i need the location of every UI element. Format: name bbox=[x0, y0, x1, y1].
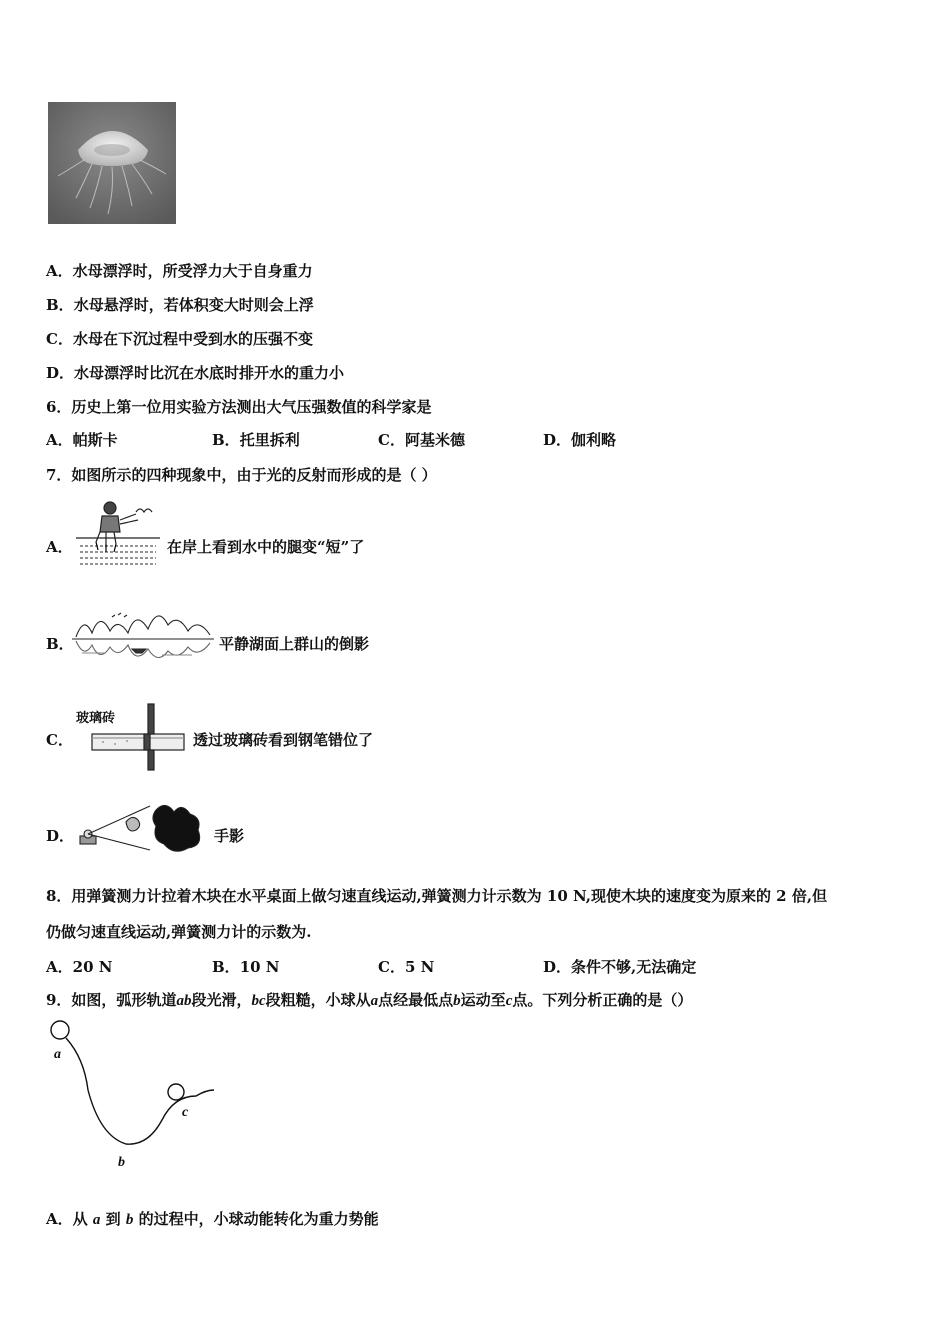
q7-option-d-letter[interactable]: D． bbox=[46, 827, 75, 845]
q7-option-c-text: 透过玻璃砖看到钢笔错位了 bbox=[193, 731, 374, 749]
option-letter: A． bbox=[46, 1210, 73, 1228]
option-text: 从 bbox=[72, 1210, 88, 1228]
option-text: 条件不够,无法确定 bbox=[571, 958, 697, 976]
stem-text: 段粗糙，小球从 bbox=[265, 991, 371, 1009]
option-letter: A． bbox=[46, 262, 73, 280]
option-text: 水母悬浮时，若体积变大时则会上浮 bbox=[73, 296, 314, 314]
q6-option-c[interactable] bbox=[378, 430, 465, 450]
q5-option-a[interactable] bbox=[46, 261, 313, 281]
q5-option-b[interactable] bbox=[46, 295, 314, 315]
option-text: 伽利略 bbox=[571, 431, 617, 449]
q9-stem bbox=[46, 990, 692, 1011]
arc-track-figure bbox=[44, 1018, 220, 1174]
q7-option-b-text: 平静湖面上群山的倒影 bbox=[219, 635, 370, 653]
q8-option-b[interactable] bbox=[212, 957, 280, 977]
variable: ab bbox=[176, 993, 192, 1009]
option-letter: A． bbox=[46, 958, 73, 976]
q6-option-b[interactable] bbox=[212, 430, 300, 450]
glass-brick-label: 玻璃砖 bbox=[76, 711, 116, 726]
option-text: 水母漂浮时比沉在水底时排开水的重力小 bbox=[74, 364, 345, 382]
stem-text: 运动至 bbox=[460, 991, 506, 1009]
q7-option-b-letter[interactable]: B． bbox=[46, 635, 74, 653]
stem-text: 段光滑， bbox=[191, 991, 252, 1009]
q8-option-a[interactable] bbox=[46, 957, 112, 977]
option-letter: C． bbox=[378, 958, 405, 976]
option-letter: C． bbox=[378, 431, 405, 449]
hand-shadow-figure bbox=[70, 800, 210, 856]
option-text: 到 bbox=[105, 1210, 121, 1228]
q7-option-c-letter[interactable]: C． bbox=[46, 731, 73, 749]
q8-stem-line1: 8．用弹簧测力计拉着木块在水平桌面上做匀速直线运动,弹簧测力计示数为 10 N,现使木块的速度变为原来的 2 倍,但 bbox=[46, 887, 828, 905]
jellyfish-photo bbox=[48, 102, 176, 224]
option-text: 帕斯卡 bbox=[72, 431, 118, 449]
option-text: 10 N bbox=[239, 958, 280, 976]
variable: b bbox=[453, 993, 461, 1009]
variable: c bbox=[505, 993, 513, 1009]
q6-option-a[interactable] bbox=[46, 430, 118, 450]
point-b-label: b bbox=[118, 1155, 125, 1170]
q5-option-c[interactable] bbox=[46, 329, 313, 349]
option-text: 水母漂浮时，所受浮力大于自身重力 bbox=[72, 262, 313, 280]
option-text: 5 N bbox=[404, 958, 435, 976]
q5-option-d[interactable] bbox=[46, 363, 344, 383]
variable: b bbox=[125, 1212, 134, 1228]
q8-stem-line2: 仍做匀速直线运动,弹簧测力计的示数为. bbox=[46, 923, 312, 941]
option-letter: B． bbox=[212, 431, 240, 449]
option-letter: B． bbox=[212, 958, 240, 976]
option-letter: D． bbox=[543, 958, 572, 976]
stem-text: 9．如图，弧形轨道 bbox=[46, 991, 177, 1009]
option-text: 托里拆利 bbox=[239, 431, 300, 449]
option-text: 阿基米德 bbox=[404, 431, 465, 449]
stem-text: 点经最低点 bbox=[378, 991, 454, 1009]
variable: a bbox=[370, 993, 379, 1009]
q6-option-d[interactable] bbox=[543, 430, 616, 450]
option-letter: C． bbox=[46, 330, 73, 348]
option-letter: D． bbox=[543, 431, 572, 449]
q9-option-a[interactable] bbox=[46, 1209, 379, 1230]
stem-text: 点。下列分析正确的是（） bbox=[512, 991, 693, 1009]
q8-option-c[interactable] bbox=[378, 957, 434, 977]
option-text: 20 N bbox=[72, 958, 113, 976]
option-letter: D． bbox=[46, 364, 75, 382]
variable: a bbox=[92, 1212, 101, 1228]
mountain-reflection-figure bbox=[72, 603, 214, 667]
option-letter: A． bbox=[46, 431, 73, 449]
q7-option-a-letter[interactable]: A． bbox=[46, 538, 73, 556]
point-c-label: c bbox=[182, 1105, 189, 1120]
option-letter: B． bbox=[46, 296, 74, 314]
q7-option-a-text: 在岸上看到水中的腿变“短”了 bbox=[167, 538, 365, 556]
q7-stem: 7．如图所示的四种现象中，由于光的反射而形成的是（ ） bbox=[46, 466, 437, 484]
option-text: 的过程中，小球动能转化为重力势能 bbox=[138, 1210, 379, 1228]
option-text: 水母在下沉过程中受到水的压强不变 bbox=[72, 330, 313, 348]
q7-option-d-text: 手影 bbox=[214, 827, 245, 845]
variable: bc bbox=[251, 993, 266, 1009]
q8-option-d[interactable] bbox=[543, 957, 696, 977]
point-a-label: a bbox=[54, 1047, 61, 1062]
glass-brick-pen-figure bbox=[74, 702, 190, 772]
leg-in-water-figure bbox=[76, 498, 160, 572]
q6-stem: 6．历史上第一位用实验方法测出大气压强数值的科学家是 bbox=[46, 398, 432, 416]
